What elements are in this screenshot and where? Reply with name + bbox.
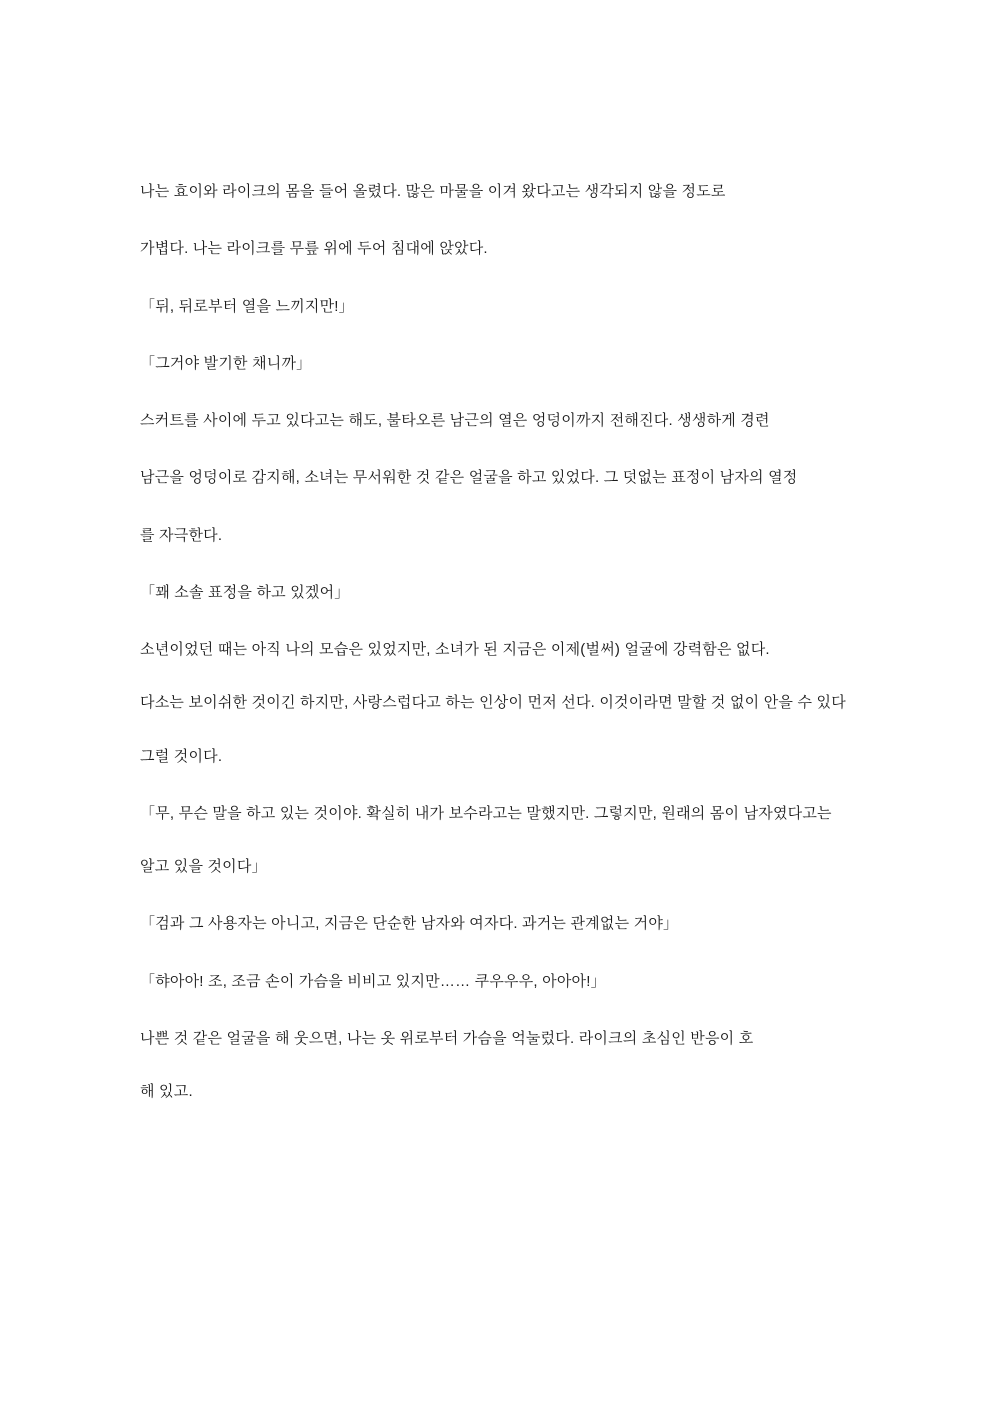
paragraph: 「무, 무슨 말을 하고 있는 것이야. 확실히 내가 보수라고는 말했지만. 그렇지만, 원래의 몸이 남자였다고는 <box>140 804 832 822</box>
paragraph: 나는 효이와 라이크의 몸을 들어 올렸다. 많은 마물을 이겨 왔다고는 생각되지 않을 정도로 <box>140 183 726 200</box>
paragraph: 그럴 것이다. <box>140 747 223 765</box>
paragraph: 「꽤 소솔 표정을 하고 있겠어」 <box>140 583 350 601</box>
document-body <box>140 180 852 1103</box>
paragraph: 가볍다. 나는 라이크를 무릎 위에 두어 침대에 앉았다. <box>140 240 488 258</box>
paragraph: 「검과 그 사용자는 아니고, 지금은 단순한 남자와 여자다. 과거는 관계없는 거야」 <box>140 915 679 933</box>
paragraph: 「그거야 발기한 채니까」 <box>140 354 312 372</box>
paragraph: 를 자극한다. <box>140 526 223 544</box>
paragraph: 알고 있을 것이다」 <box>140 858 267 875</box>
paragraph: 「뒤, 뒤로부터 열을 느끼지만!」 <box>140 297 354 315</box>
paragraph: 나쁜 것 같은 얼굴을 해 웃으면, 나는 옷 위로부터 가슴을 억눌렀다. 라이크의 초심인 반응이 호 <box>140 1029 754 1047</box>
paragraph: 해 있고. <box>140 1083 193 1100</box>
paragraph: 스커트를 사이에 두고 있다고는 해도, 불타오른 남근의 열은 엉덩이까지 전해진다. 생생하게 경련 <box>140 412 770 429</box>
paragraph: 남근을 엉덩이로 감지해, 소녀는 무서워한 것 같은 얼굴을 하고 있었다. 그 덧없는 표정이 남자의 열정 <box>140 469 798 487</box>
paragraph: 다소는 보이쉬한 것이긴 하지만, 사랑스럽다고 하는 인상이 먼저 선다. 이것이라면 말할 것 없이 안을 수 있다 <box>140 694 846 712</box>
paragraph: 「햐아아! 조, 조금 손이 가슴을 비비고 있지만…… 쿠우우우, 아아아!」 <box>140 972 606 990</box>
paragraph: 소년이었던 때는 아직 나의 모습은 있었지만, 소녀가 된 지금은 이제(벌써) 얼굴에 강력함은 없다. <box>140 641 770 658</box>
